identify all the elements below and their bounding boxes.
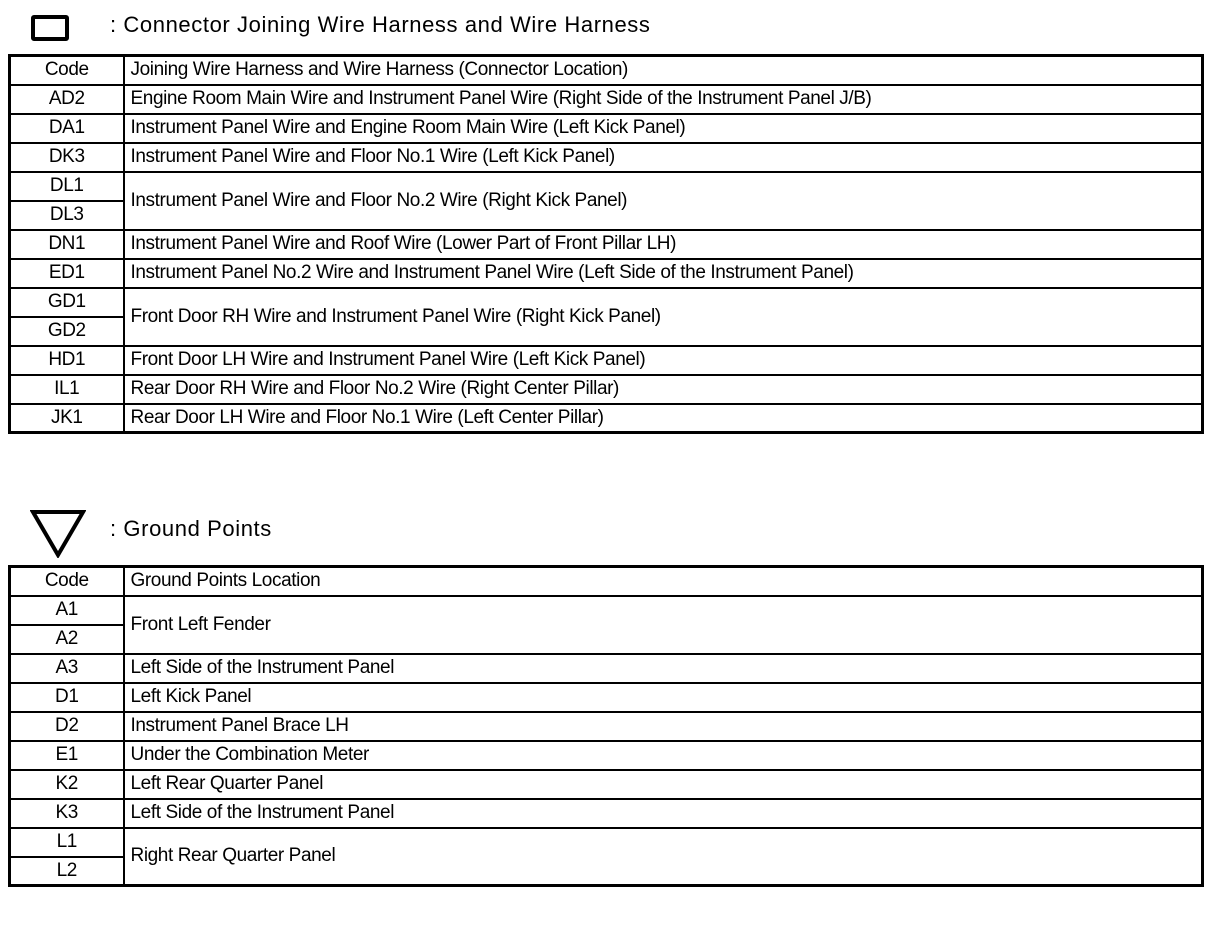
connector-code-cell: DL1 <box>10 172 124 201</box>
ground-description-cell: Left Rear Quarter Panel <box>124 770 1203 799</box>
connector-code-cell: HD1 <box>10 346 124 375</box>
table-row <box>10 654 1203 683</box>
connector-description-cell: Front Door LH Wire and Instrument Panel Wire (Left Kick Panel) <box>124 346 1203 375</box>
connector-code-cell: GD1 <box>10 288 124 317</box>
table-row <box>10 404 1203 433</box>
ground-code-cell: D2 <box>10 712 124 741</box>
connector-description-cell: Instrument Panel Wire and Floor No.1 Wire (Left Kick Panel) <box>124 143 1203 172</box>
table-row <box>10 712 1203 741</box>
table-header-row <box>10 567 1203 596</box>
ground-description-cell: Front Left Fender <box>124 596 1203 654</box>
ground-code-cell: L2 <box>10 857 124 886</box>
ground-description-cell: Under the Combination Meter <box>124 741 1203 770</box>
ground-code-cell: K3 <box>10 799 124 828</box>
connector-table <box>8 54 1204 434</box>
ground-description-cell: Left Side of the Instrument Panel <box>124 654 1203 683</box>
connector-description-cell: Instrument Panel No.2 Wire and Instrument Panel Wire (Left Side of the Instrument Panel) <box>124 259 1203 288</box>
table-row <box>10 114 1203 143</box>
table-row <box>10 683 1203 712</box>
table-row <box>10 259 1203 288</box>
header-desc: Joining Wire Harness and Wire Harness (Connector Location) <box>124 56 1203 85</box>
connector-code-cell: DK3 <box>10 143 124 172</box>
table-row <box>10 346 1203 375</box>
table-row <box>10 596 1203 625</box>
connector-code-cell: DL3 <box>10 201 124 230</box>
connector-description-cell: Rear Door LH Wire and Floor No.1 Wire (Left Center Pillar) <box>124 404 1203 433</box>
connector-square-icon <box>31 15 69 41</box>
ground-description-cell: Right Rear Quarter Panel <box>124 828 1203 886</box>
connector-description-cell: Instrument Panel Wire and Roof Wire (Lower Part of Front Pillar LH) <box>124 230 1203 259</box>
table-row <box>10 799 1203 828</box>
table-row <box>10 375 1203 404</box>
connector-section-title: : Connector Joining Wire Harness and Wire Harness <box>110 12 651 37</box>
ground-code-cell: A1 <box>10 596 124 625</box>
ground-code-cell: K2 <box>10 770 124 799</box>
table-row <box>10 172 1203 201</box>
table-row <box>10 85 1203 114</box>
table-row <box>10 828 1203 857</box>
connector-description-cell: Instrument Panel Wire and Floor No.2 Wire (Right Kick Panel) <box>124 172 1203 230</box>
connector-code-cell: GD2 <box>10 317 124 346</box>
table-header-row <box>10 56 1203 85</box>
connector-description-cell: Engine Room Main Wire and Instrument Panel Wire (Right Side of the Instrument Panel J/B) <box>124 85 1203 114</box>
table-row <box>10 288 1203 317</box>
connector-code-cell: AD2 <box>10 85 124 114</box>
table-row <box>10 770 1203 799</box>
ground-code-cell: A2 <box>10 625 124 654</box>
ground-code-cell: L1 <box>10 828 124 857</box>
connector-description-cell: Front Door RH Wire and Instrument Panel Wire (Right Kick Panel) <box>124 288 1203 346</box>
ground-code-cell: E1 <box>10 741 124 770</box>
ground-code-cell: A3 <box>10 654 124 683</box>
header-code: Code <box>10 56 124 85</box>
table-row <box>10 230 1203 259</box>
header-code: Code <box>10 567 124 596</box>
connector-code-cell: DA1 <box>10 114 124 143</box>
ground-description-cell: Instrument Panel Brace LH <box>124 712 1203 741</box>
ground-triangle-icon <box>30 508 86 558</box>
connector-description-cell: Rear Door RH Wire and Floor No.2 Wire (Right Center Pillar) <box>124 375 1203 404</box>
ground-code-cell: D1 <box>10 683 124 712</box>
connector-description-cell: Instrument Panel Wire and Engine Room Main Wire (Left Kick Panel) <box>124 114 1203 143</box>
connector-code-cell: IL1 <box>10 375 124 404</box>
ground-description-cell: Left Kick Panel <box>124 683 1203 712</box>
table-row <box>10 143 1203 172</box>
connector-code-cell: JK1 <box>10 404 124 433</box>
ground-description-cell: Left Side of the Instrument Panel <box>124 799 1203 828</box>
table-row <box>10 741 1203 770</box>
ground-section-title: : Ground Points <box>110 516 272 541</box>
ground-table <box>8 565 1204 887</box>
connector-code-cell: DN1 <box>10 230 124 259</box>
header-desc: Ground Points Location <box>124 567 1203 596</box>
connector-code-cell: ED1 <box>10 259 124 288</box>
